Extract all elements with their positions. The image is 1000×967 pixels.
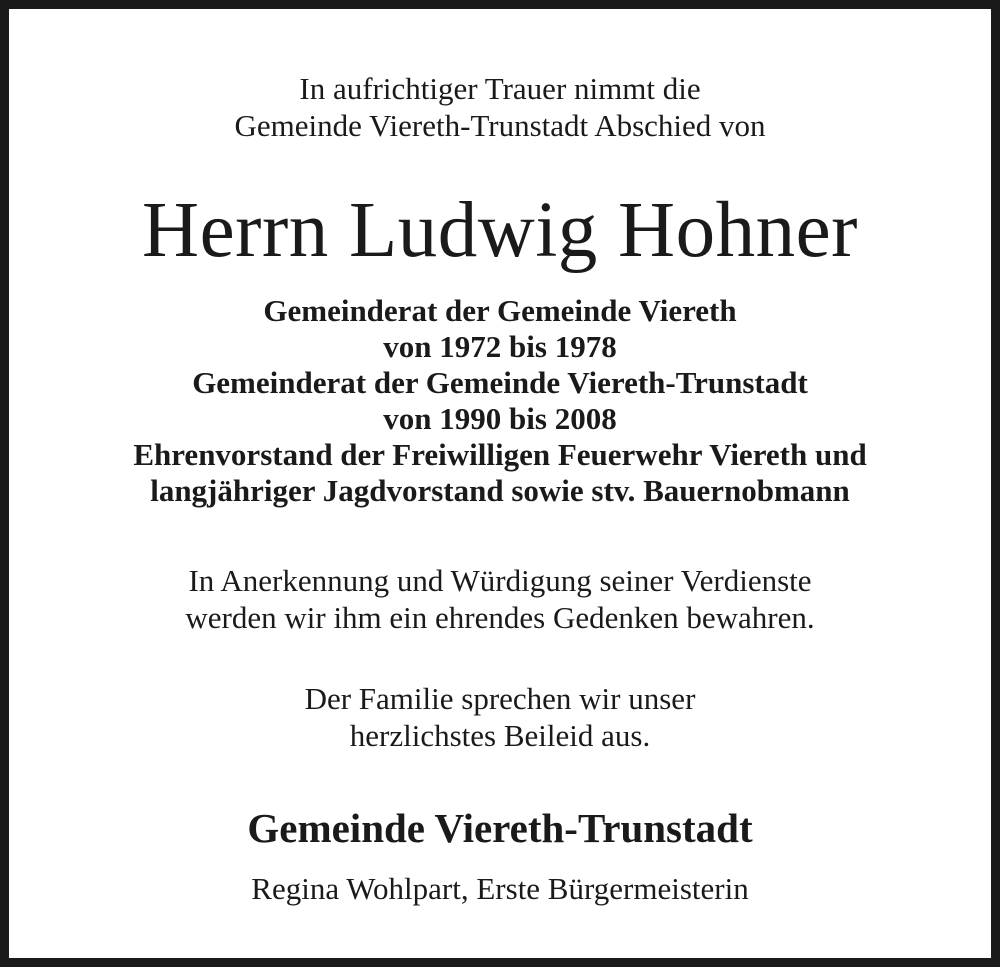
sender-signatory: Regina Wohlpart, Erste Bürgermeisterin xyxy=(251,871,749,906)
honor-line: von 1972 bis 1978 xyxy=(383,329,617,364)
honor-line: von 1990 bis 2008 xyxy=(383,401,617,436)
condolence-line-1: Der Familie sprechen wir unser xyxy=(304,681,696,716)
condolence-line-2: herzlichstes Beileid aus. xyxy=(349,718,651,753)
recognition-line-2: werden wir ihm ein ehrendes Gedenken bewahren. xyxy=(185,600,815,635)
honor-line: Gemeinderat der Gemeinde Viereth xyxy=(263,293,737,328)
intro-line-1: In aufrichtiger Trauer nimmt die xyxy=(299,71,701,106)
recognition-line-1: In Anerkennung und Würdigung seiner Verdienste xyxy=(188,563,812,598)
intro-line-2: Gemeinde Viereth-Trunstadt Abschied von xyxy=(234,108,766,143)
sender-organization: Gemeinde Viereth-Trunstadt xyxy=(247,805,753,851)
honor-line: Gemeinderat der Gemeinde Viereth-Trunstadt xyxy=(192,365,808,400)
honor-line: Ehrenvorstand der Freiwilligen Feuerwehr Viereth und xyxy=(133,437,867,472)
deceased-name: Herrn Ludwig Hohner xyxy=(142,187,858,274)
honor-line: langjähriger Jagdvorstand sowie stv. Bauernobmann xyxy=(150,473,850,508)
